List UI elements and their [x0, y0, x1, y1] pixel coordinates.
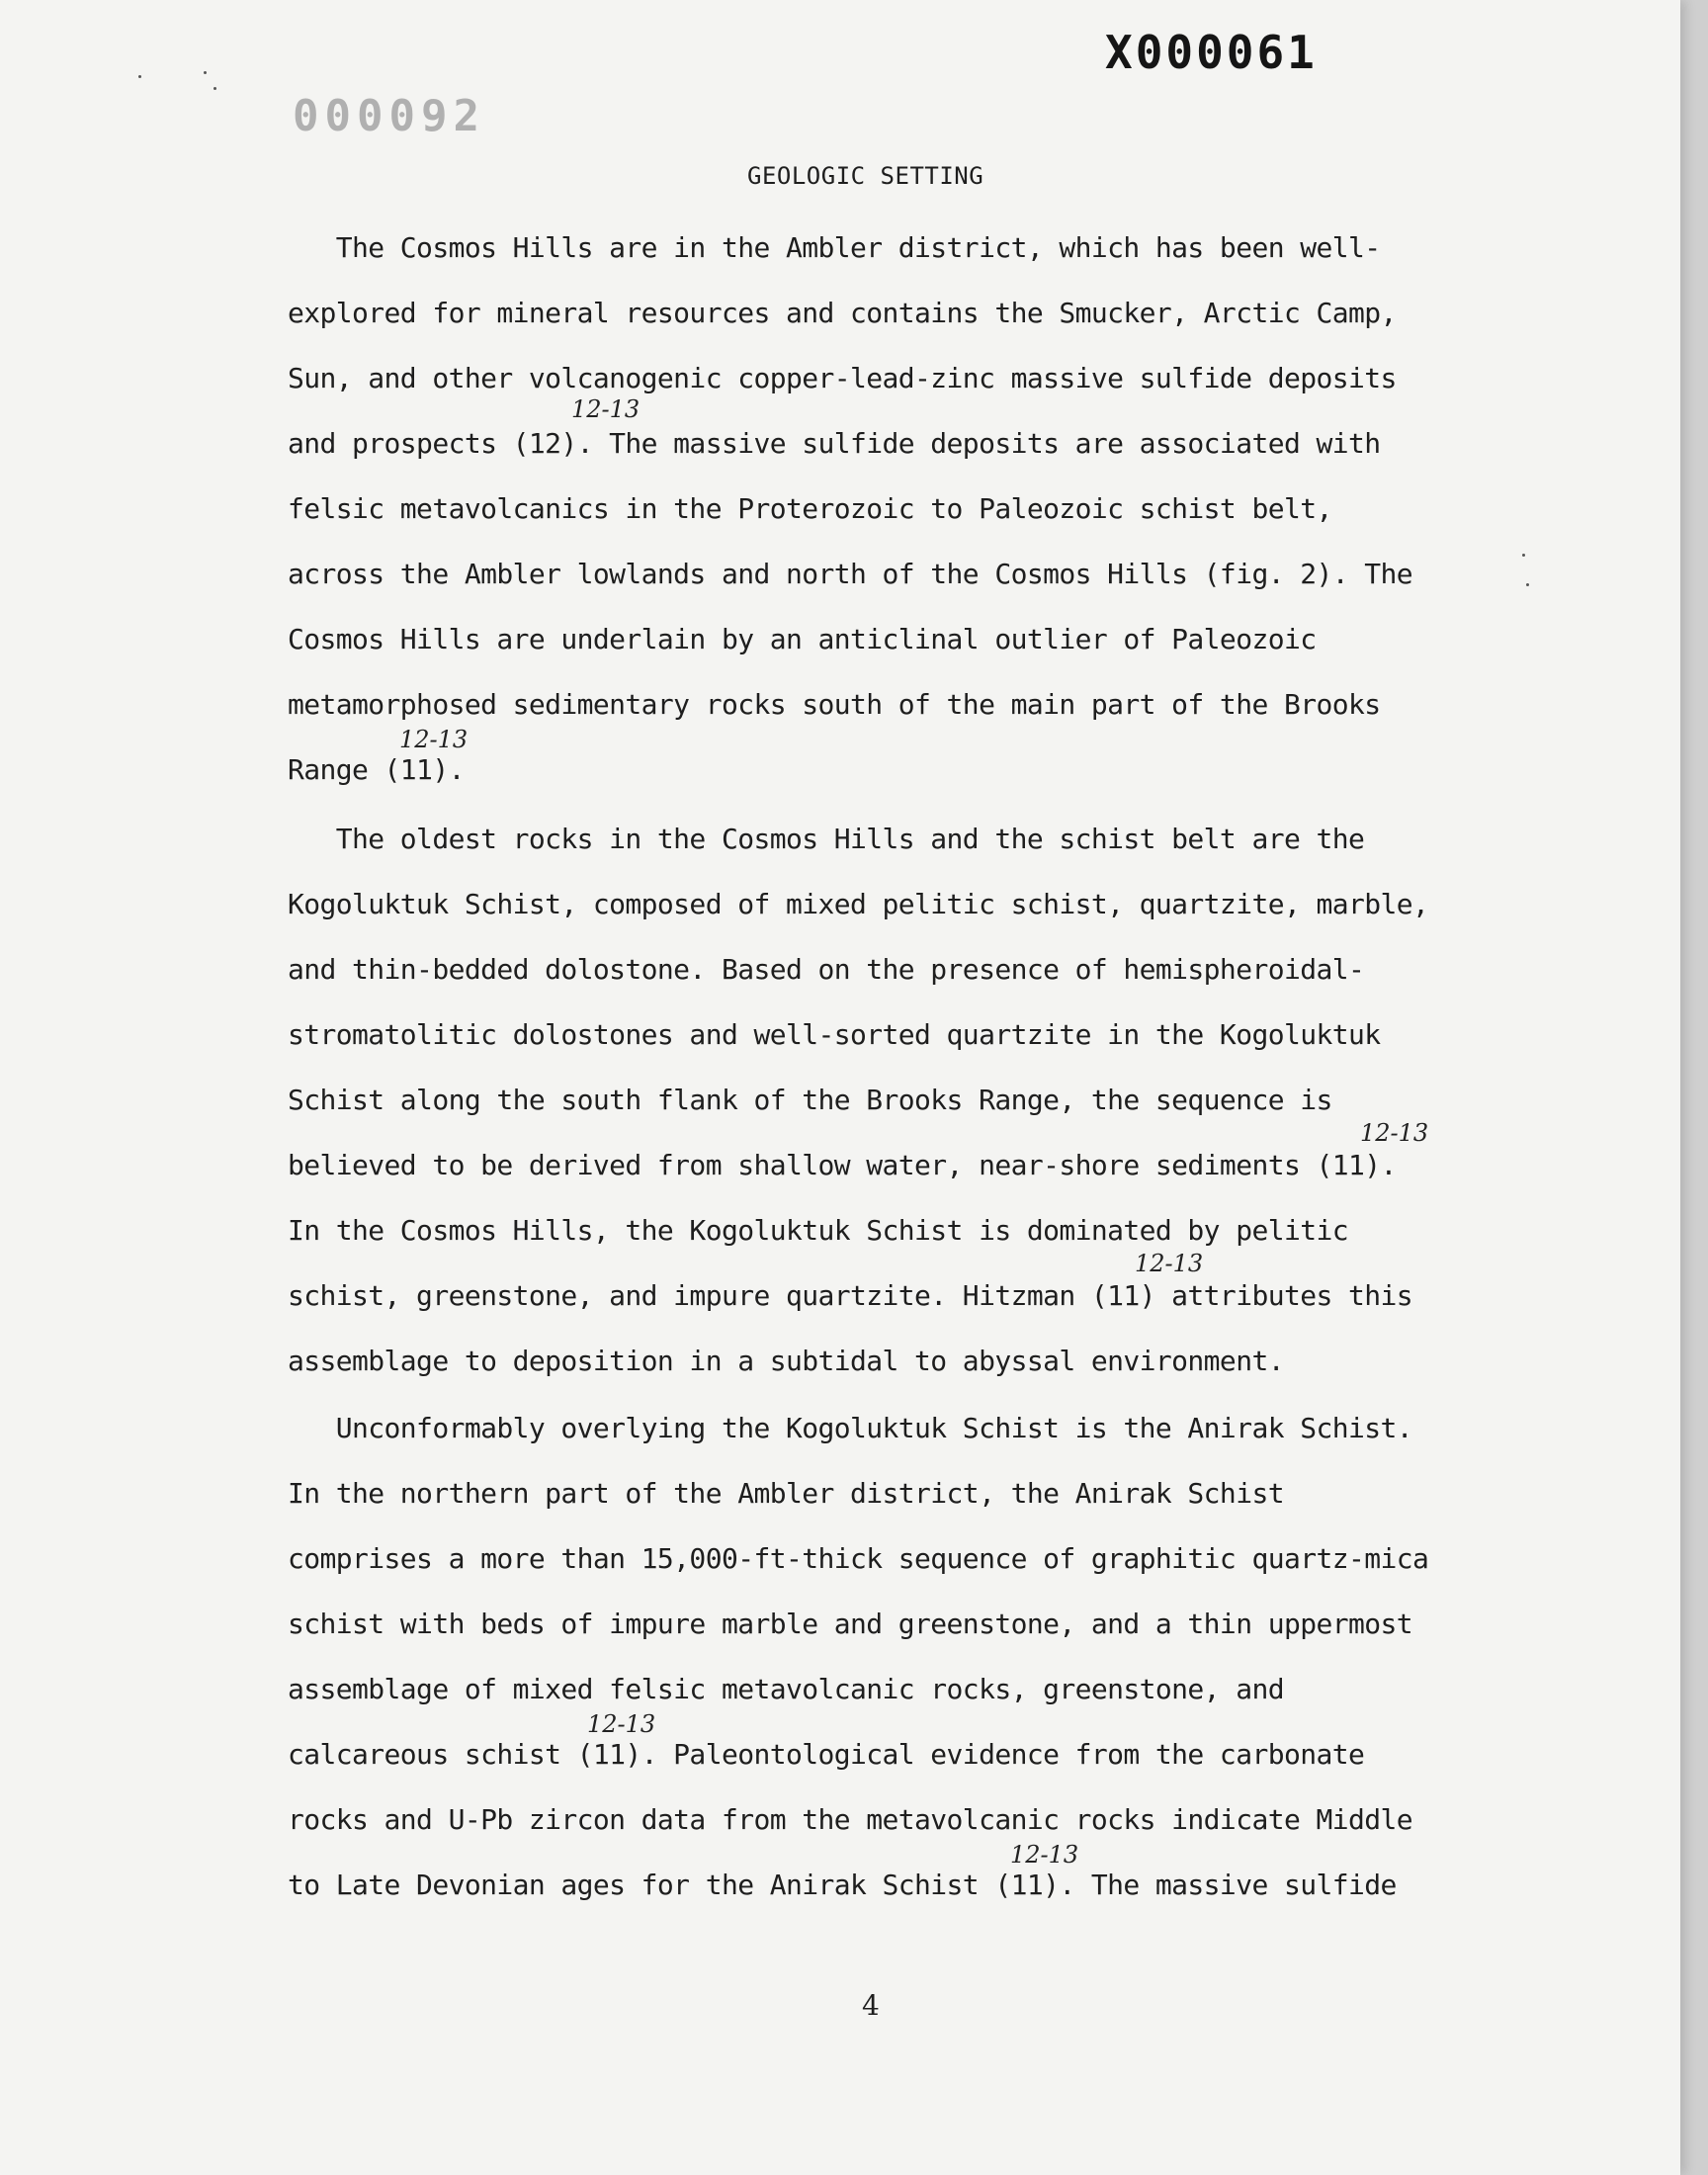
text-line: schist, greenstone, and impure quartzite. Hitzman (11) attributes this — [288, 1279, 1413, 1312]
text-line: Cosmos Hills are underlain by an anticlinal outlier of Paleozoic — [288, 623, 1317, 655]
text-line: believed to be derived from shallow water, near-shore sediments (11). — [288, 1149, 1397, 1181]
text-line: and prospects (12). The massive sulfide deposits are associated with — [288, 427, 1381, 460]
section-heading: GEOLOGIC SETTING — [747, 162, 984, 190]
handwritten-annotation: 12-13 — [571, 395, 640, 423]
handwritten-annotation: 12-13 — [1135, 1250, 1204, 1277]
text-line: rocks and U-Pb zircon data from the metavolcanic rocks indicate Middle — [288, 1803, 1413, 1836]
text-line: The Cosmos Hills are in the Ambler district, which has been well- — [288, 231, 1381, 264]
bates-stamp: X000061 — [1105, 26, 1318, 79]
scan-speck — [138, 75, 141, 78]
text-line: Schist along the south flank of the Brooks Range, the sequence is — [288, 1084, 1332, 1116]
text-line: Kogoluktuk Schist, composed of mixed pelitic schist, quartzite, marble, — [288, 888, 1429, 920]
text-line: to Late Devonian ages for the Anirak Schist (11). The massive sulfide — [288, 1869, 1397, 1901]
text-line: In the Cosmos Hills, the Kogoluktuk Schist is dominated by pelitic — [288, 1214, 1348, 1247]
text-line: across the Ambler lowlands and north of the Cosmos Hills (fig. 2). The — [288, 558, 1413, 590]
scan-speck — [214, 87, 216, 90]
text-line: In the northern part of the Ambler district, the Anirak Schist — [288, 1477, 1284, 1510]
text-line: The oldest rocks in the Cosmos Hills and the schist belt are the — [288, 823, 1365, 855]
handwritten-annotation: 12-13 — [1360, 1119, 1429, 1147]
handwritten-annotation: 12-13 — [399, 726, 469, 753]
text-line: comprises a more than 15,000-ft-thick sequence of graphitic quartz-mica — [288, 1542, 1429, 1575]
handwritten-annotation: 12-13 — [587, 1710, 656, 1738]
text-line: stromatolitic dolostones and well-sorted quartzite in the Kogoluktuk — [288, 1018, 1381, 1051]
handwritten-annotation: 12-13 — [1010, 1841, 1079, 1869]
text-line: felsic metavolcanics in the Proterozoic to Paleozoic schist belt, — [288, 492, 1332, 525]
scan-speck — [1526, 583, 1529, 586]
text-line: explored for mineral resources and contains the Smucker, Arctic Camp, — [288, 297, 1397, 329]
text-line: calcareous schist (11). Paleontological evidence from the carbonate — [288, 1738, 1365, 1771]
page-number: 4 — [862, 1989, 880, 2022]
text-line: schist with beds of impure marble and greenstone, and a thin uppermost — [288, 1608, 1413, 1640]
text-line: assemblage to deposition in a subtidal to abyssal environment. — [288, 1345, 1284, 1377]
text-line: Sun, and other volcanogenic copper-lead-zinc massive sulfide deposits — [288, 362, 1397, 394]
text-line: assemblage of mixed felsic metavolcanic rocks, greenstone, and — [288, 1673, 1284, 1705]
text-line: Range (11). — [288, 753, 465, 786]
text-line: and thin-bedded dolostone. Based on the presence of hemispheroidal- — [288, 953, 1365, 986]
faded-stamp: 000092 — [293, 91, 485, 141]
text-line: metamorphosed sedimentary rocks south of the main part of the Brooks — [288, 688, 1381, 721]
text-line: Unconformably overlying the Kogoluktuk Schist is the Anirak Schist. — [288, 1412, 1413, 1444]
scan-speck — [204, 71, 207, 74]
scan-speck — [1522, 554, 1525, 557]
